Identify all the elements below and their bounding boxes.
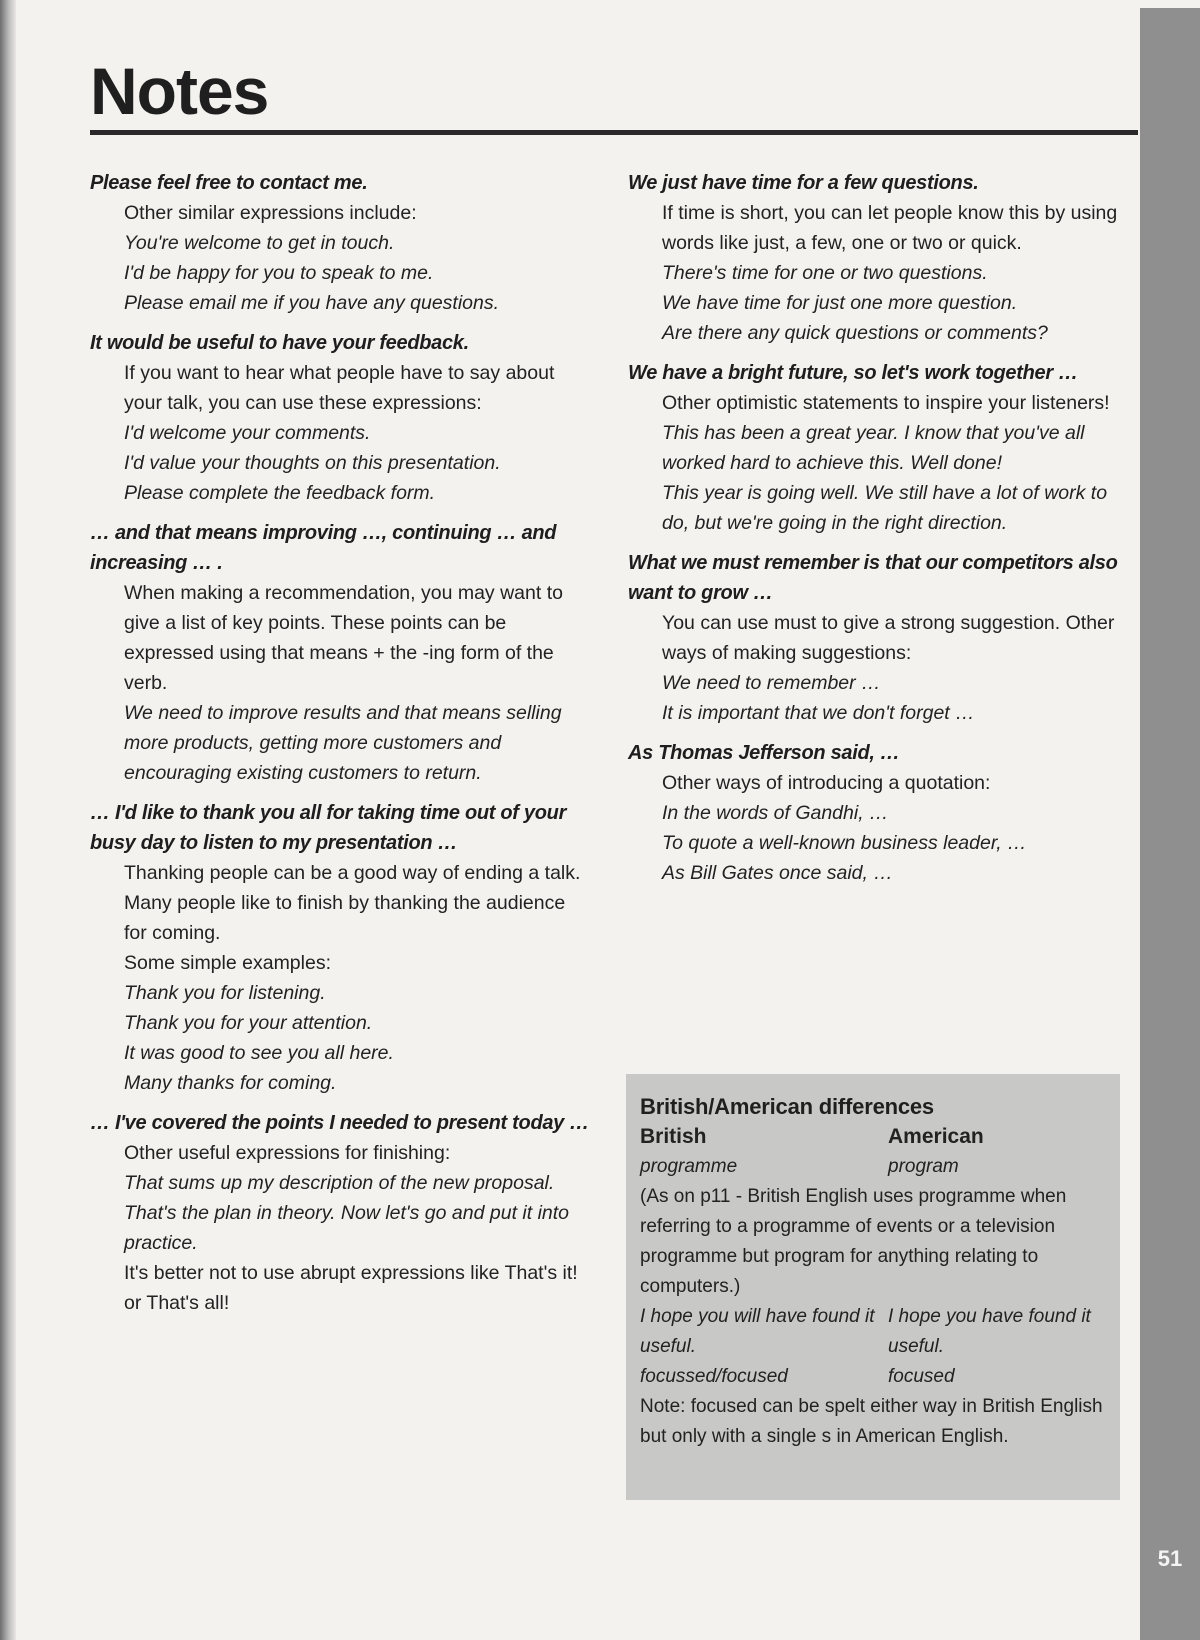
american-column-header: American xyxy=(888,1125,984,1148)
side-tab xyxy=(1140,8,1200,1640)
example-phrase: Many thanks for coming. xyxy=(124,1072,337,1094)
example-phrase: We need to improve results and that means selling more products, getting more customers and encouraging existing customers to return. xyxy=(124,702,562,784)
box-row-focused xyxy=(640,1362,1106,1392)
note-text: When making a recommendation, you may want to give a list of key points. These points can be expressed using that means + the -ing form of the verb. xyxy=(124,582,563,694)
note-contact xyxy=(90,168,590,318)
box-title: British/American differences xyxy=(640,1094,934,1119)
title-rule xyxy=(90,130,1138,135)
note-body xyxy=(90,1138,590,1318)
example-phrase: Please complete the feedback form. xyxy=(124,482,436,504)
british-column-header: British xyxy=(640,1125,707,1148)
note-body xyxy=(628,388,1118,538)
example-phrase: Please email me if you have any questions. xyxy=(124,292,500,314)
left-column xyxy=(90,168,590,1328)
example-phrase: Thank you for your attention. xyxy=(124,1012,373,1034)
example-phrase: I'd be happy for you to speak to me. xyxy=(124,262,434,284)
british-american-box xyxy=(626,1074,1120,1500)
page-title: Notes xyxy=(90,54,269,128)
example-phrase: Are there any quick questions or comments? xyxy=(662,322,1048,344)
example-phrase: We need to remember … xyxy=(662,672,881,694)
note-finishing xyxy=(90,1108,590,1318)
british-term: focussed/focused xyxy=(640,1366,788,1387)
example-phrase: I'd value your thoughts on this presentation. xyxy=(124,452,501,474)
note-text: Other optimistic statements to inspire your listeners! xyxy=(662,392,1110,414)
example-phrase: That's the plan in theory. Now let's go and put it into practice. xyxy=(124,1202,570,1254)
note-body xyxy=(90,198,590,318)
example-phrase: To quote a well-known business leader, … xyxy=(662,832,1027,854)
note-text: If you want to hear what people have to say about your talk, you can use these expressions: xyxy=(124,362,555,414)
american-term: program xyxy=(888,1156,959,1177)
note-text: Thanking people can be a good way of ending a talk. Many people like to finish by thanking the audience for coming. xyxy=(124,862,581,944)
right-column xyxy=(628,168,1118,898)
note-heading: … and that means improving …, continuing … and increasing … . xyxy=(90,522,557,574)
page-binding-shadow xyxy=(0,0,16,1640)
british-term: I hope you will have found it useful. xyxy=(640,1306,875,1357)
note-recommendation xyxy=(90,518,590,788)
note-heading: We just have time for a few questions. xyxy=(628,172,979,194)
page-number: 51 xyxy=(1157,1546,1183,1571)
note-text: Other useful expressions for finishing: xyxy=(124,1142,451,1164)
example-phrase: This year is going well. We still have a lot of work to do, but we're going in the right direction. xyxy=(662,482,1108,534)
example-phrase: We have time for just one more question. xyxy=(662,292,1018,314)
note-heading: As Thomas Jefferson said, … xyxy=(628,742,900,764)
note-body xyxy=(90,578,590,788)
box-row-hope xyxy=(640,1302,1106,1362)
note-thanking xyxy=(90,798,590,1098)
example-phrase: I'd welcome your comments. xyxy=(124,422,371,444)
note-quotation xyxy=(628,738,1118,888)
note-competitors xyxy=(628,548,1118,728)
box-row-programme xyxy=(640,1152,1106,1182)
note-questions xyxy=(628,168,1118,348)
example-phrase: It was good to see you all here. xyxy=(124,1042,394,1064)
note-heading: … I've covered the points I needed to present today … xyxy=(90,1112,589,1134)
note-body xyxy=(90,858,590,1098)
note-text: Some simple examples: xyxy=(124,952,331,974)
note-text: Other similar expressions include: xyxy=(124,202,417,224)
american-term: focused xyxy=(888,1366,955,1387)
note-feedback xyxy=(90,328,590,508)
example-phrase: It is important that we don't forget … xyxy=(662,702,975,724)
note-text: Other ways of introducing a quotation: xyxy=(662,772,991,794)
box-note: Note: focused can be spelt either way in British English but only with a single s in American English. xyxy=(640,1396,1103,1447)
example-phrase: In the words of Gandhi, … xyxy=(662,802,889,824)
note-body xyxy=(628,768,1118,888)
example-phrase: Thank you for listening. xyxy=(124,982,326,1004)
note-body xyxy=(628,198,1118,348)
example-phrase: As Bill Gates once said, … xyxy=(662,862,893,884)
box-note: (As on p11 - British English uses programme when referring to a programme of events or a television programme but program for anything relating to computers.) xyxy=(640,1186,1067,1297)
example-phrase: That sums up my description of the new proposal. xyxy=(124,1172,555,1194)
box-header-row xyxy=(640,1122,1106,1152)
example-phrase: This has been a great year. I know that you've all worked hard to achieve this. Well done! xyxy=(662,422,1085,474)
note-heading: Please feel free to contact me. xyxy=(90,172,368,194)
note-heading: We have a bright future, so let's work together … xyxy=(628,362,1078,384)
british-term: programme xyxy=(640,1156,738,1177)
note-heading: … I'd like to thank you all for taking time out of your busy day to listen to my presentation … xyxy=(90,802,567,854)
note-text: You can use must to give a strong suggestion. Other ways of making suggestions: xyxy=(662,612,1115,664)
example-phrase: There's time for one or two questions. xyxy=(662,262,988,284)
note-text: It's better not to use abrupt expressions like That's it! or That's all! xyxy=(124,1262,578,1314)
note-heading: It would be useful to have your feedback. xyxy=(90,332,469,354)
note-bright-future xyxy=(628,358,1118,538)
example-phrase: You're welcome to get in touch. xyxy=(124,232,395,254)
note-heading: What we must remember is that our competitors also want to grow … xyxy=(628,552,1118,604)
american-term: I hope you have found it useful. xyxy=(888,1306,1091,1357)
note-body xyxy=(628,608,1118,728)
note-body xyxy=(90,358,590,508)
note-text: If time is short, you can let people know this by using words like just, a few, one or two or quick. xyxy=(662,202,1118,254)
